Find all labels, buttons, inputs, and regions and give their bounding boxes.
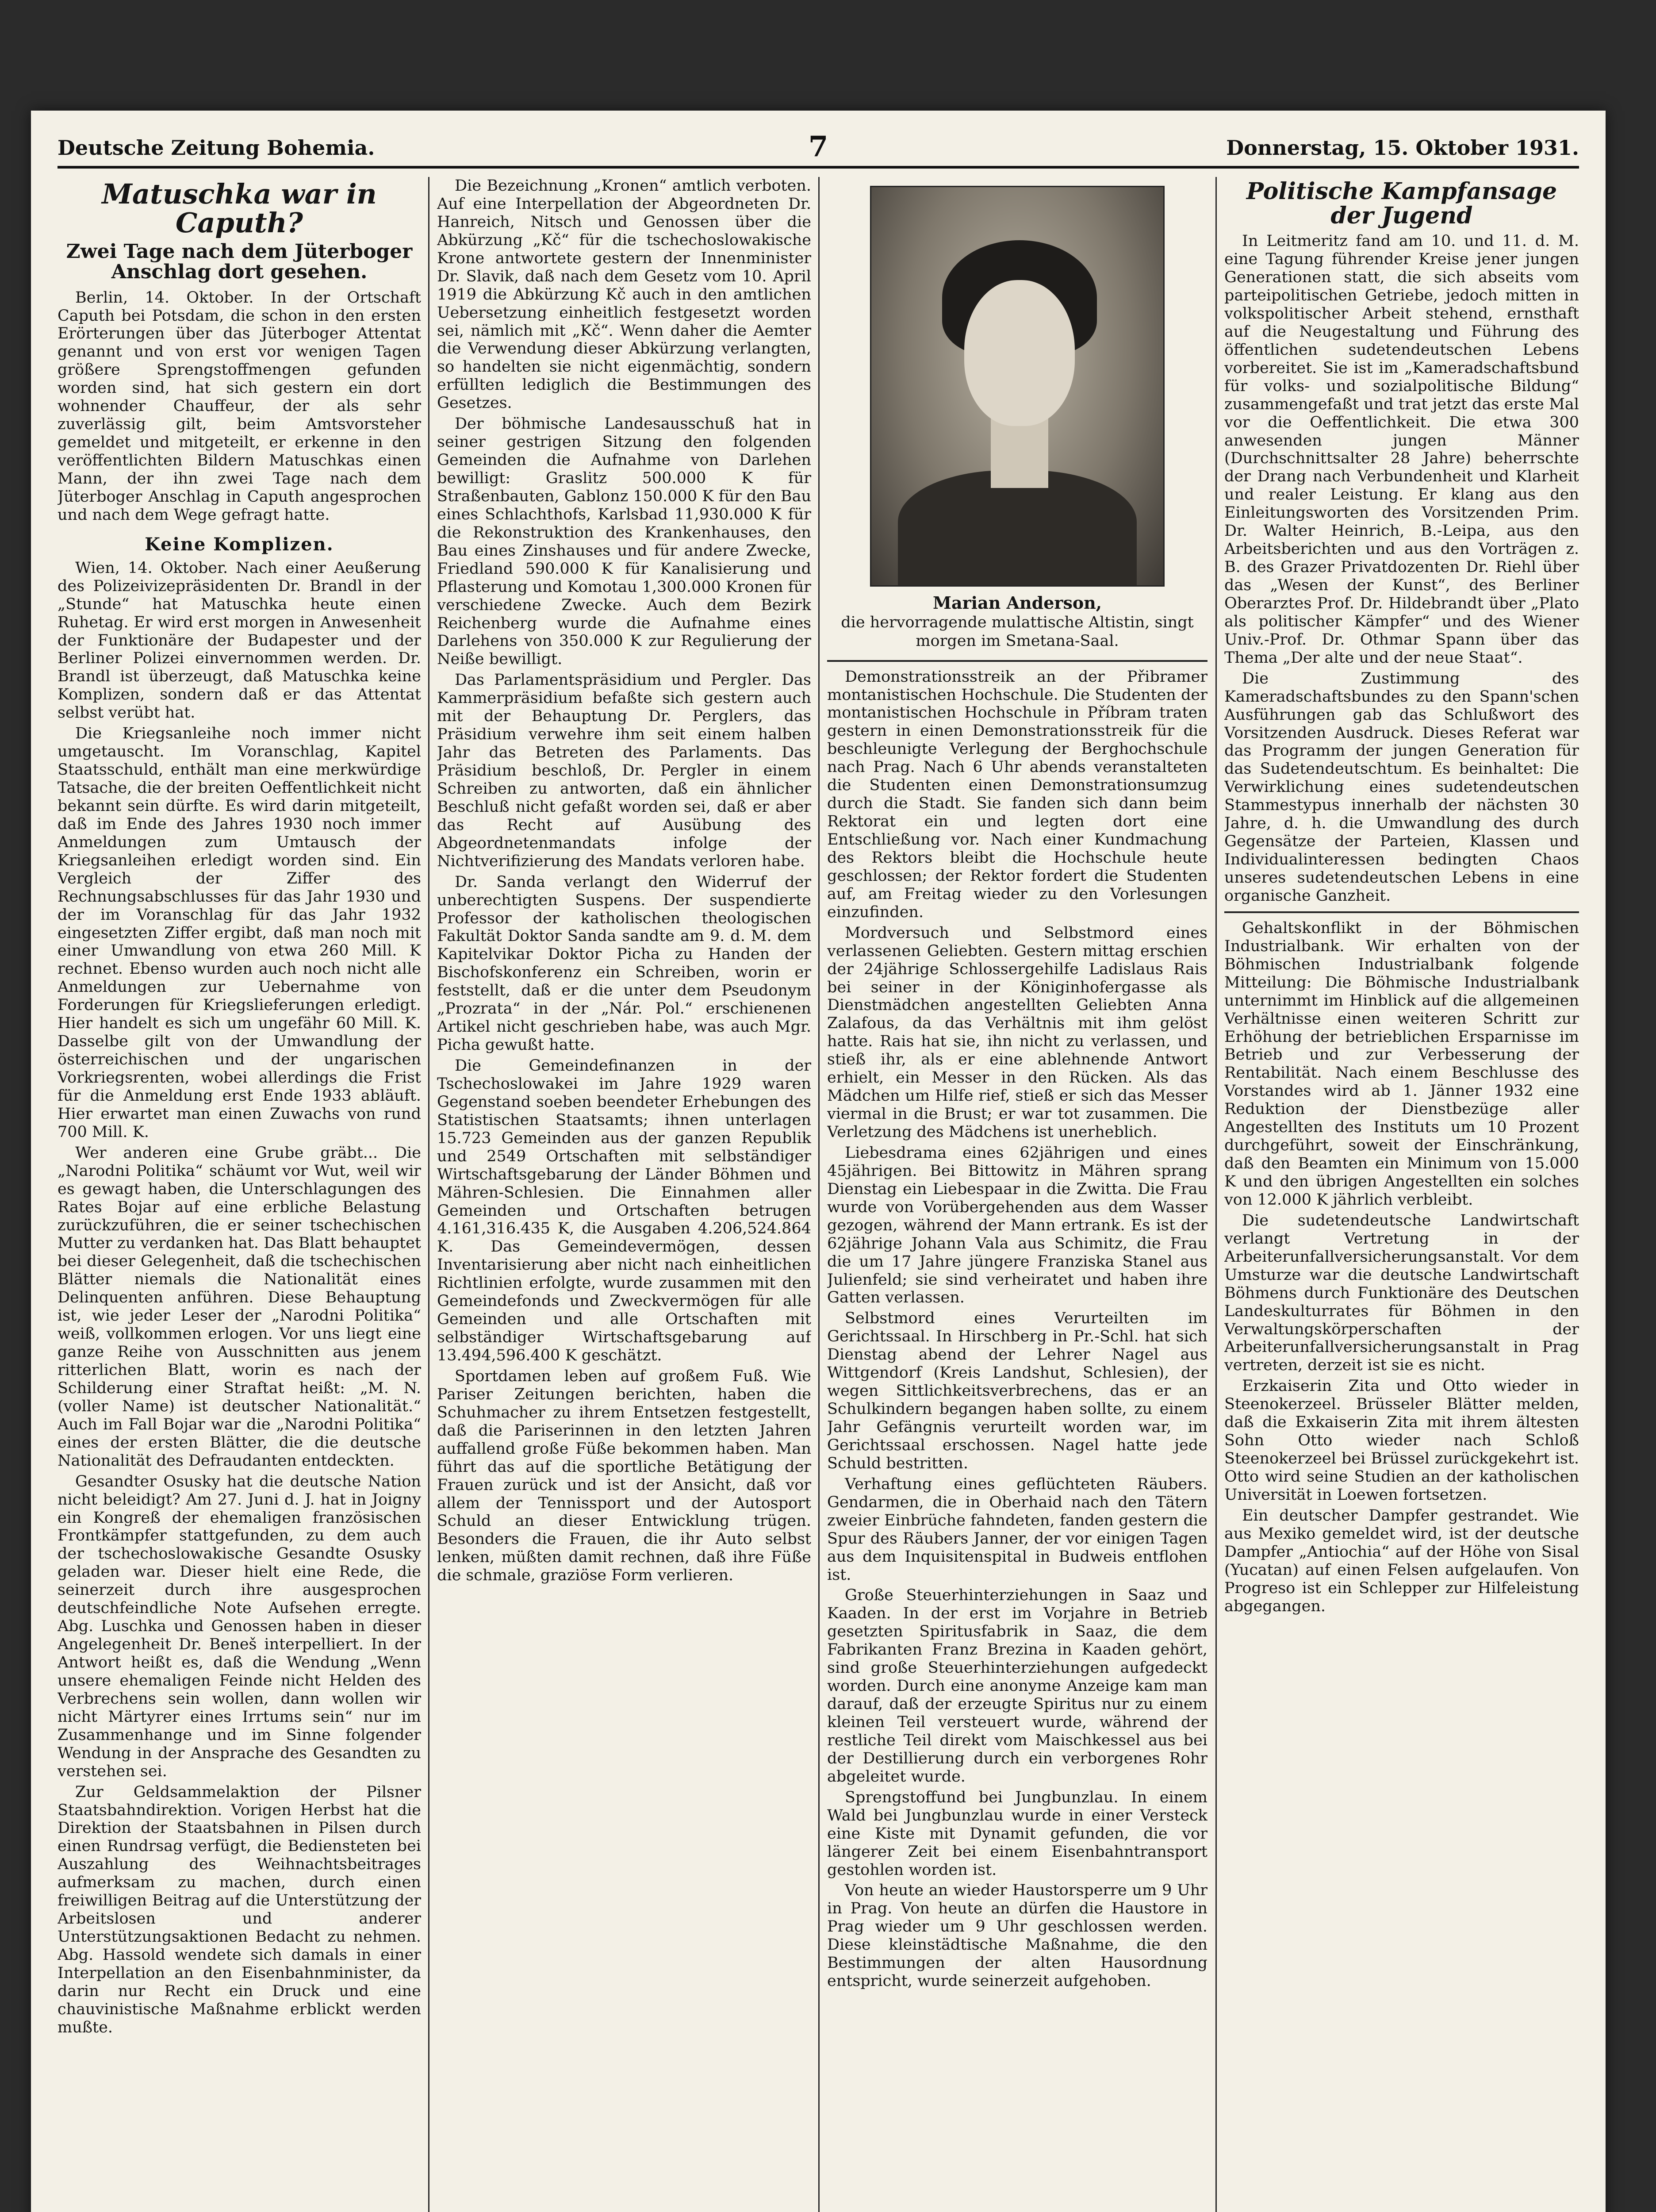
article-paragraph: Gehaltskonflikt in der Böhmischen Industrialbank. Wir erhalten von der Böhmischen Industrialbank folgende Mitteilung: Die Böhmische Industrialbank unternimmt im Hinblick auf die allgemeinen Verhältnisse einen weiteren Schritt zur Erhöhung der betrieblichen Ersparnisse im Betrieb und zur Verbesserung der Rentabilität. Nach einem Beschlusse des Vorstandes wird ab 1. Jänner 1932 eine Reduktion der Dienstbezüge aller Angestellten des Instituts um 10 Prozent durchgeführt, soweit der Einschränkung, daß den Beamten ein Minimum von 15.000 K und den übrigen Angestellten ein solches von 12.000 K jährlich verbleibt. bbox=[1224, 919, 1579, 1209]
column-4 bbox=[1224, 177, 1579, 2212]
article-paragraph: Verhaftung eines geflüchteten Räubers. Gendarmen, die in Oberhaid nach den Tätern zweier Einbrüche fahndeten, fanden gestern die Spur des Räubers Janner, der vor einigen Tagen aus dem Inquisitenspital in Budweis entflohen ist. bbox=[827, 1475, 1208, 1584]
article-paragraph: Demonstrationsstreik an der Přibramer montanistischen Hochschule. Die Studenten der montanistischen Hochschule in Příbram traten gestern in einen Demonstrationsstreik für die beschleunigte Verlegung der Berghochschule nach Prag. Nach 6 Uhr abends veranstalteten die Studenten einen Demonstrationsumzug durch die Stadt. Sie fanden sich dann beim Rektorat ein und legten dort eine Entschließung vor. Nach einer Kundmachung des Rektors bleibt die Hochschule heute geschlossen; der Rektor fordert die Studenten auf, am Freitag wieder zu den Vorlesungen einzufinden. bbox=[827, 668, 1208, 921]
article-paragraph: Die sudetendeutsche Landwirtschaft verlangt Vertretung in der Arbeiterunfallversicherungsanstalt. Vor dem Umsturze war die deutsche Landwirtschaft Böhmens durch Funktionäre des Deutschen Landeskulturrates für Böhmen in den Verwaltungskörperschaften der Arbeiterunfallversicherungsanstalt in Prag vertreten, derzeit ist sie es nicht. bbox=[1224, 1211, 1579, 1375]
article-paragraph: Gesandter Osusky hat die deutsche Nation nicht beleidigt? Am 27. Juni d. J. hat in Joigny ein Kongreß der ehemaligen französischen Frontkämpfer stattgefunden, zu dem auch der tschechoslowakische Gesandte Osusky geladen war. Dieser hielt eine Rede, die seinerzeit durch ihre ausgesprochen deutschfeindliche Note Aufsehen erregte. Abg. Luschka und Genossen haben in dieser Angelegenheit Dr. Beneš interpelliert. In der Antwort heißt es, daß die Wendung „Wenn unsere ehemaligen Feinde nicht Helden des Verbrechens sein wollen, dann wollen wir nicht Märtyrer eines Irrtums sein“ nur im Zusammenhange und im Sinne folgender Wendung in der Ansprache des Gesandten zu verstehen sei. bbox=[58, 1472, 421, 1780]
newspaper-page bbox=[31, 111, 1606, 2212]
section-subheading: Keine Komplizen. bbox=[145, 534, 334, 555]
article-paragraph: Sportdamen leben auf großem Fuß. Wie Pariser Zeitungen berichten, haben die Schuhmacher zu ihrem Entsetzen festgestellt, daß die Pariserinnen in den letzten Jahren auffallend große Füße bekommen haben. Man führt das auf die sportliche Betätigung der Frauen zurück und ist der Ansicht, daß vor allem der Tennissport und der Autosport Schuld an dieser Entwicklung trügen. Besonders die Frauen, die ihr Auto selbst lenken, müßten damit rechnen, daß ihre Füße die schmale, graziöse Form verlieren. bbox=[437, 1367, 811, 1585]
article-paragraph: Liebesdrama eines 62jährigen und eines 45jährigen. Bei Bittowitz in Mähren sprang Dienstag ein Liebespaar in die Zwitta. Die Frau wurde von Vorübergehenden aus dem Wasser gezogen, während der Mann ertrank. Es ist der 62jährige Johann Vala aus Schimitz, die Frau die um 17 Jahre jüngere Franziska Stanel aus Julienfeld; sie sind verheiratet und haben ihre Gatten verlassen. bbox=[827, 1144, 1208, 1307]
divider bbox=[1224, 911, 1579, 913]
article-paragraph: Ein deutscher Dampfer gestrandet. Wie aus Mexiko gemeldet wird, ist der deutsche Dampfer „Antiochia“ auf der Höhe von Sisal (Yucatan) auf einen Felsen aufgelaufen. Von Progreso ist ein Schlepper zur Hilfeleistung abgegangen. bbox=[1224, 1506, 1579, 1615]
article-paragraph: Wer anderen eine Grube gräbt... Die „Narodni Politika“ schäumt vor Wut, weil wir es gewagt haben, die Unterschlagungen des Rates Bojar auf eine erbliche Belastung zurückzuführen, die er seiner tschechischen Mutter zu verdanken hat. Das Blatt behauptet bei dieser Gelegenheit, daß die tschechischen Blätter niemals die Nationalität eines Delinquenten anführen. Diese Behauptung ist, wie jeder Leser der „Narodni Politika“ weiß, vollkommen erlogen. Vor uns liegt eine ganze Reihe von Ausschnitten aus jenem ritterlichen Blatt, worin es nach der Schilderung einer Straftat heißt: „M. N. (voller Name) ist deutscher Nationalität.“ Auch im Fall Bojar war die „Narodni Politika“ eines der ersten Blätter, die die deutsche Nationalität des Defraudanten entdeckten. bbox=[58, 1144, 421, 1470]
article-paragraph: Mordversuch und Selbstmord eines verlassenen Geliebten. Gestern mittag erschien der 24jährige Schlossergehilfe Ladislaus Rais bei seiner in der Königinhofergasse als Dienstmädchen angestellten Geliebten Anna Zalafous, da das Verhältnis mit ihm gelöst hatte. Rais hat sie, ihn nicht zu verlassen, und stieß ihr, als er eine ablehnende Antwort erhielt, ein Messer in den Rücken. Als das Mädchen um Hilfe rief, stieß er sich das Messer viermal in die Brust; er war tot zusammen. Die Verletzung des Mädchens ist unerheblich. bbox=[827, 924, 1208, 1141]
article-paragraph: Die Gemeindefinanzen in der Tschechoslowakei im Jahre 1929 waren Gegenstand soeben beendeter Erhebungen des Statistischen Staatsamts; ihnen unterlagen 15.723 Gemeinden aus der ganzen Republik und 2549 Ortschaften mit selbständiger Wirtschaftsgebarung der Länder Böhmen und Mähren-Schlesien. Die Einnahmen aller Gemeinden und Ortschaften betrugen 4.161,316.435 K, die Ausgaben 4.206,524.864 K. Das Gemeindevermögen, dessen Inventarisierung aber nicht nach einheitlichen Richtlinien erfolgte, wurde zusammen mit den Gemeindefonds und Zweckvermögen für alle Gemeinden und alle Ortschaften mit selbständiger Wirtschaftsgebarung auf 13.494,596.400 K geschätzt. bbox=[437, 1057, 811, 1364]
article-paragraph: Sprengstoffund bei Jungbunzlau. In einem Wald bei Jungbunzlau wurde in einer Versteck eine Kiste mit Dynamit gefunden, die vor längerer Zeit bei einem Eisenbahntransport gestohlen worden ist. bbox=[827, 1788, 1208, 1879]
column-rule bbox=[428, 177, 429, 2212]
column-rule bbox=[818, 177, 820, 2212]
page-header bbox=[58, 130, 1579, 169]
portrait-photo bbox=[870, 186, 1165, 587]
paper-name: Deutsche Zeitung Bohemia. bbox=[58, 136, 375, 160]
article-paragraph: Erzkaiserin Zita und Otto wieder in Steenokerzeel. Brüsseler Blätter melden, daß die Exkaiserin Zita mit ihrem ältesten Sohn Otto wieder nach Schloß Steenokerzeel bei Brüssel zurückgekehrt ist. Otto wird seine Studien an der katholischen Universität in Loewen fortsetzen. bbox=[1224, 1377, 1579, 1504]
photo-neck bbox=[991, 417, 1048, 488]
article-paragraph: Berlin, 14. Oktober. In der Ortschaft Caputh bei Potsdam, die schon in den ersten Erörterungen über das Jüterboger Attentat genannt und von erst vor wenigen Tagen größere Sprengstoffmengen gefunden worden sind, hat sich gestern ein dort wohnender Chauffeur, der als sehr zuverlässig gilt, beim Amtsvorsteher gemeldet und mitgeteilt, er erkenne in den veröffentlichten Bildern Matuschkas einen Mann, der ihn zwei Tage nach dem Jüterboger Anschlag in Caputh angesprochen und nach dem Wege gefragt hatte. bbox=[58, 288, 421, 524]
page-number: 7 bbox=[808, 130, 828, 163]
column-1 bbox=[58, 177, 421, 2212]
divider bbox=[827, 660, 1208, 662]
article-headline: Matuschka war in Caputh? bbox=[102, 178, 377, 239]
article-paragraph: Die Kriegsanleihe noch immer nicht umgetauscht. Im Voranschlag, Kapitel Staatsschuld, enthält man eine merkwürdige Tatsache, die der breiten Oeffentlichkeit nicht bekannt sein dürfte. Es wird darin mitgeteilt, daß im Ende des Jahres 1930 noch immer Anmeldungen zum Umtausch der Kriegsanleihen erledigt worden sind. Ein Vergleich der Ziffer des Rechnungsabschlusses für das Jahr 1930 und der im Voranschlag für das Jahr 1932 eingesetzten Ziffer ergibt, daß man noch mit einer Umwandlung von etwa 260 Mill. K rechnet. Ebenso wurden auch noch nicht alle Anmeldungen zur Uebernahme von Forderungen für Kriegslieferungen erledigt. Hier handelt es sich um ungefähr 60 Mill. K. Dasselbe gilt von der Umwandlung der österreichischen und der ungarischen Vorkriegsrenten, wobei allerdings die Frist für die Anmeldung erst Ende 1933 abläuft. Hier erwartet man einen Zuwachs von rund 700 Mill. K. bbox=[58, 725, 421, 1141]
caption-text: die hervorragende mulattische Altistin, singt morgen im Smetana-Saal. bbox=[841, 613, 1194, 650]
article-headline: Politische Kampfansage der Jugend bbox=[1246, 178, 1557, 229]
article-paragraph: Zur Geldsammelaktion der Pilsner Staatsbahndirektion. Vorigen Herbst hat die Direktion der Staatsbahnen in Pilsen durch einen Rundrsag verfügt, die Bediensteten bei Auszahlung des Weihnachtsbeitrages aufmerksam zu machen, durch einen freiwilligen Beitrag auf die Unterstützung der Arbeitslosen und anderer Unterstützungsaktionen Bedacht zu nehmen. Abg. Hassold wendete sich damals in einer Interpellation an den Eisenbahnminister, da darin nur Recht ein Druck und eine chauvinistische Maßnahme erblickt werden mußte. bbox=[58, 1783, 421, 2036]
article-paragraph: Wien, 14. Oktober. Nach einer Aeußerung des Polizeivizepräsidenten Dr. Brandl in der „Stunde“ hat Matuschka heute einen Ruhetag. Er wird erst morgen in Anwesenheit der Funktionäre der Budapester und der Berliner Polizei einvernommen werden. Dr. Brandl ist überzeugt, daß Matuschka keine Komplizen, sondern daß er das Attentat selbst verübt hat. bbox=[58, 559, 421, 722]
column-rule bbox=[1215, 177, 1217, 2212]
issue-date: Donnerstag, 15. Oktober 1931. bbox=[1226, 136, 1579, 160]
photo-caption bbox=[827, 593, 1208, 650]
article-paragraph: Große Steuerhinterziehungen in Saaz und Kaaden. In der erst im Vorjahre in Betrieb gesetzten Spiritusfabrik in Saaz, die dem Fabrikanten Franz Brezina in Kaaden gehört, sind große Steuerhinterziehungen aufgedeckt worden. Durch eine anonyme Anzeige kam man darauf, daß der erzeugte Spiritus nur zu einem kleinen Teil versteuert wurde, während der restliche Teil direkt vom Maischkessel aus bei der Destillierung durch ein verborgenes Rohr abgeleitet wurde. bbox=[827, 1586, 1208, 1786]
caption-name: Marian Anderson, bbox=[932, 593, 1102, 613]
article-paragraph: Dr. Sanda verlangt den Widerruf der unberechtigten Suspens. Der suspendierte Professor der katholischen theologischen Fakultät Doktor Sanda sandte am 9. d. M. dem Kapitelvikar Doktor Picha zu Handen der Bischofskonferenz ein Schreiben, worin er feststellt, daß er die unter dem Pseudonym „Prozrata“ in der „Nár. Pol.“ erschienenen Artikel nicht geschrieben habe, was auch Mgr. Picha gewußt hatte. bbox=[437, 873, 811, 1054]
article-paragraph: Der böhmische Landesausschuß hat in seiner gestrigen Sitzung den folgenden Gemeinden die Aufnahme von Darlehen bewilligt: Graslitz 500.000 K für Straßenbauten, Gablonz 150.000 K für den Bau eines Schlachthofs, Karlsbad 11,930.000 K für die Rekonstruktion des Krankenhauses, den Bau eines Zinshauses und für andere Zwecke, Friedland 590.000 K für Kanalisierung und Pflasterung und Komotau 1,300.000 Kronen für verschiedene Zwecke. Auch dem Bezirk Reichenberg wurde die Aufnahme eines Darlehens von 350.000 K zur Regulierung der Neiße bewilligt. bbox=[437, 415, 811, 668]
article-paragraph: In Leitmeritz fand am 10. und 11. d. M. eine Tagung führender Kreise jener jungen Generationen statt, die sich abseits vom parteipolitischen Getriebe, jedoch mitten in volkspolitischer Arbeit stehend, ernsthaft auf die Neugestaltung und Führung des öffentlichen sudetendeutschen Lebens vorbereitet. Sie ist im „Kameradschaftsbund für volks- und sozialpolitische Bildung“ zusammengefaßt und trat jetzt das erste Mal vor die Oeffentlichkeit. Die etwa 300 anwesenden jungen Männer (Durchschnittsalter 28 Jahre) beherrschte der Drang nach Verbundenheit und Klarheit und realer Leistung. Er klang aus den Einleitungsworten des Vorsitzenden Prim. Dr. Walter Heinrich, B.-Leipa, aus den Arbeitsberichten und aus den Vorträgen z. B. des Grazer Privatdozenten Dr. Riehl über das „Wesen der Kunst“, des Berliner Oberarztes Prof. Dr. Hildebrandt über „Plato als politischer Kämpfer“ und des Wiener Univ.-Prof. Dr. Othmar Spann über das Thema „Der alte und der neue Staat“. bbox=[1224, 232, 1579, 667]
column-3 bbox=[827, 177, 1208, 2212]
article-paragraph: Von heute an wieder Haustorsperre um 9 Uhr in Prag. Von heute an dürfen die Haustore in Prag wieder um 9 Uhr geschlossen werden. Diese kleinstädtische Maßnahme, die den Bestimmungen der alten Hausordnung entspricht, wurde seinerzeit aufgehoben. bbox=[827, 1882, 1208, 1990]
article-subheadline: Zwei Tage nach dem Jüterboger Anschlag dort gesehen. bbox=[66, 240, 413, 284]
column-2 bbox=[437, 177, 811, 2212]
article-paragraph: Selbstmord eines Verurteilten im Gerichtssaal. In Hirschberg in Pr.-Schl. hat sich Dienstag abend der Lehrer Nagel aus Wittgendorf (Kreis Landshut, Schlesien), der wegen Sittlichkeitsverbrechens, das er an Schulkindern begangen haben sollte, zu einem Jahr Gefängnis verurteilt worden war, im Gerichtssaal erschossen. Nagel hatte jede Schuld bestritten. bbox=[827, 1310, 1208, 1472]
article-paragraph: Die Zustimmung des Kameradschaftsbundes zu den Spann'schen Ausführungen gab das Schlußwort des Vorsitzenden Ausdruck. Dieses Referat war das Programm der jungen Generation für das Sudetendeutschtum. Es beinhaltet: Die Verwirklichung eines sudetendeutschen Stammestypus innerhalb der nächsten 30 Jahre, d. h. die Umwandlung des durch Gegensätze der Parteien, Klassen und Individualinteressen bedingten Chaos unseres sudetendeutschen Lebens in eine organische Ganzheit. bbox=[1224, 669, 1579, 905]
article-paragraph: Die Bezeichnung „Kronen“ amtlich verboten. Auf eine Interpellation der Abgeordneten Dr. Hanreich, Nitsch und Genossen über die Abkürzung „Kč“ für die tschechoslowakische Krone antwortete gestern der Innenminister Dr. Slavik, daß nach dem Gesetz vom 10. April 1919 die Abkürzung Kč auch in den amtlichen Uebersetzung einheitlich festgesetzt worden sei, nämlich mit „Kč“. Wenn daher die Aemter die Verwendung dieser Abkürzung verlangten, so handelten sie nicht eigenmächtig, sondern erfüllten lediglich die Bestimmungen des Gesetzes. bbox=[437, 177, 811, 412]
article-paragraph: Das Parlamentspräsidium und Pergler. Das Kammerpräsidium befaßte sich gestern auch mit der Behauptung Dr. Perglers, das Präsidium verwehre ihm seit einem halben Jahr das Betreten des Parlaments. Das Präsidium beschloß, Dr. Pergler in einem Schreiben zu antworten, daß ein ähnlicher Beschluß nicht gefaßt worden sei, daß er aber das Recht auf Ausübung des Abgeordnetenmandats infolge der Nichtverifizierung des Mandats verloren habe. bbox=[437, 671, 811, 870]
photo-face bbox=[964, 280, 1075, 426]
